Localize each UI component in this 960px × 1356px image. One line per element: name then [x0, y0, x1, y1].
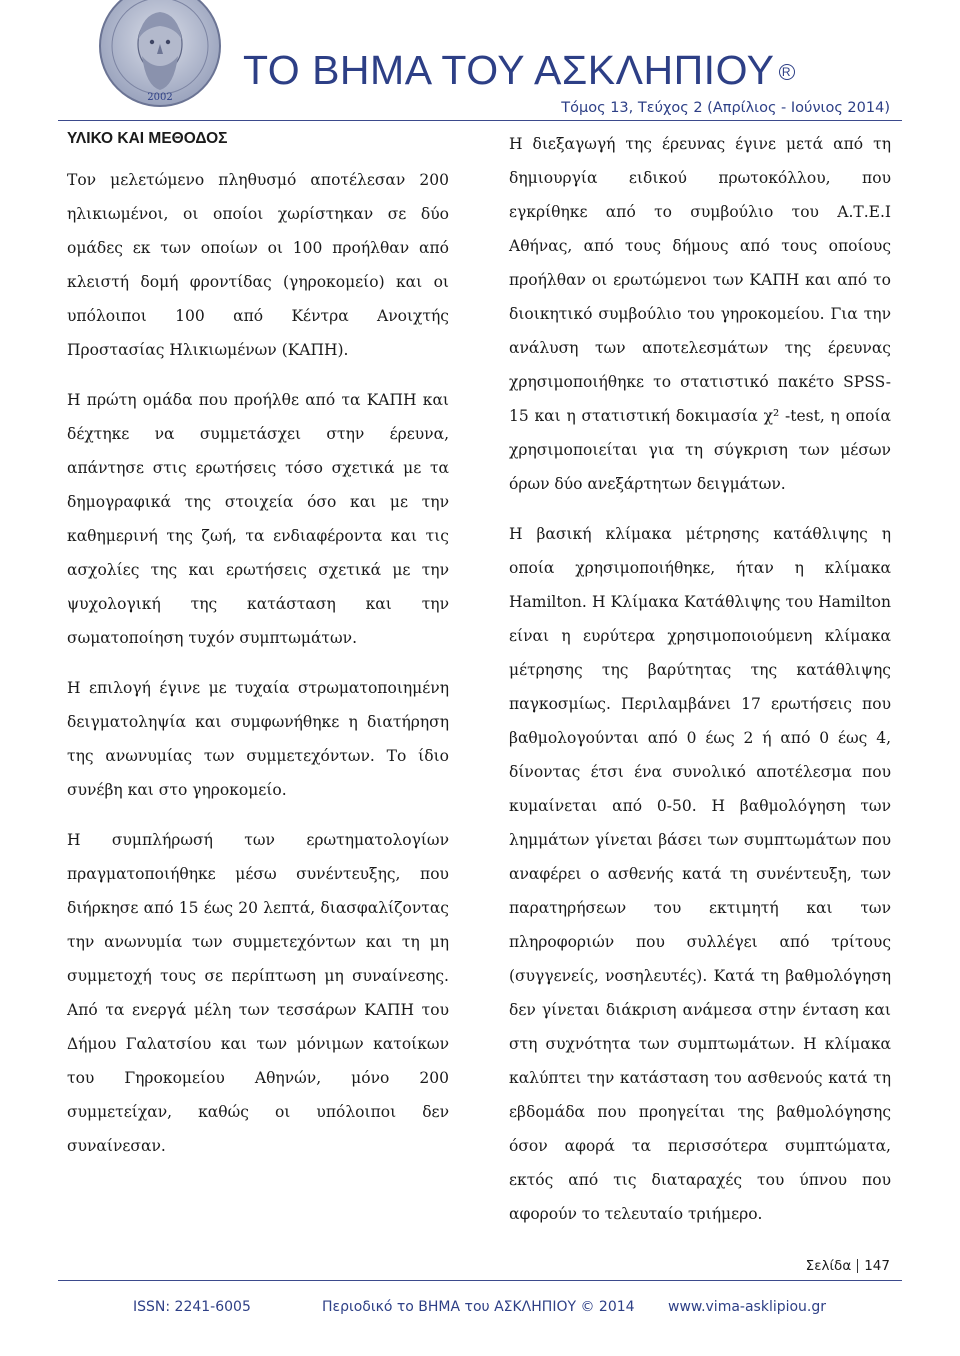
page-label: Σελίδα: [805, 1258, 852, 1274]
paragraph-sampling: Η επιλογή έγινε με τυχαία στρωματοποιημένη δειγματοληψία και συμφωνήθηκε η διατήρηση της ανωνυμίας των συμμετεχόντων. Το ίδιο συνέβη και στο γηροκομείο.: [67, 679, 449, 799]
paragraph-protocol: Η διεξαγωγή της έρευνας έγινε μετά από τη δημιουργία ειδικού πρωτοκόλλου, που εγκρίθηκε από το συμβούλιο του Α.Τ.Ε.Ι Αθήνας, από τους δήμους από τους οποίους προήλθαν οι ερωτώμενοι των ΚΑΠΗ και από το διοικητικό συμβούλιο του γηροκομείου. Για την ανάλυση των αποτελεσμάτων της έρευνας χρησιμοποιήθηκε το στατιστικό πακέτο SPSS-15 και η στατιστική δοκιμασία χ² -test, η οποία χρησιμοποιείται για τη σύγκριση των μέσων όρων δύο ανεξάρτητων δειγμάτων.: [509, 135, 891, 493]
journal-logo: [86, 0, 234, 110]
journal-title: [243, 47, 795, 93]
header-rule: [58, 120, 902, 121]
footer-issn: ISSN: 2241-6005: [133, 1299, 251, 1315]
paragraph-questionnaires: Η συμπλήρωσή των ερωτηματολογίων πραγματοποιήθηκε μέσω συνέντευξης, που διήρκησε από 15 έως 20 λεπτά, διασφαλίζοντας την ανωνυμία των συμμετεχόντων και τη μη συμμετοχή τους σε περίπτωση μη συναίνεσης. Από τα ενεργά μέλη των τεσσάρων ΚΑΠΗ του Δήμου Γαλατσίου και των μόνιμων κατοίκων του Γηροκομείου Αθηνών, μόνο 200 συμμετείχαν, καθώς οι υπόλοιποι δεν συναίνεσαν.: [67, 831, 449, 1155]
page-number: [806, 1258, 890, 1274]
issue-info: Τόμος 13, Τεύχος 2 (Απρίλιος - Ιούνιος 2014): [561, 100, 890, 116]
section-heading: ΥΛΙΚΟ ΚΑΙ ΜΕΘΟΔΟΣ: [67, 130, 228, 147]
paragraph-population: Τον μελετώμενο πληθυσμό αποτέλεσαν 200 ηλικιωμένοι, οι οποίοι χωρίστηκαν σε δύο ομάδες εκ των οποίων οι 100 προήλθαν από κλειστή δομή φροντίδας (γηροκομείο) και οι υπόλοιποι 100 από Κέντρα Ανοιχτής Προστασίας Ηλικιωμένων (ΚΑΠΗ).: [67, 171, 449, 359]
left-column: [67, 127, 449, 1163]
footer-journal: Περιοδικό το ΒΗΜΑ του ΑΣΚΛΗΠΙΟΥ © 2014: [322, 1299, 635, 1315]
page-number-value: 147: [864, 1258, 890, 1274]
logo-year: 2002: [147, 92, 173, 103]
page-footer: [0, 1297, 960, 1321]
footer-url[interactable]: www.vima-asklipiou.gr: [668, 1299, 827, 1315]
journal-title-text: ΤΟ ΒΗΜΑ ΤΟΥ ΑΣΚΛΗΠΙΟΥ: [243, 47, 775, 93]
paragraph-first-group: Η πρώτη ομάδα που προήλθε από τα ΚΑΠΗ και δέχτηκε να συμμετάσχει στην έρευνα, απάντησε στις ερωτήσεις τόσο σχετικά με τα δημογραφικά της στοιχεία όσο και με την καθημερινή της ζωή, τα ενδιαφέροντα και τις ασχολίες της και ερωτήσεις σχετικά με την ψυχολογική της κατάσταση και την σωματοποίηση τυχόν συμπτωμάτων.: [67, 391, 449, 647]
right-column: [509, 127, 891, 1231]
footer-rule: [58, 1280, 902, 1281]
page-divider: [857, 1259, 858, 1273]
paragraph-hamilton-scale: Η βασική κλίμακα μέτρησης κατάθλιψης η οποία χρησιμοποιήθηκε, ήταν η κλίμακα Hamilton. Η Κλίμακα Κατάθλιψης του Hamilton είναι η ευρύτερα χρησιμοποιούμενη κλίμακα μέτρησης της βαρύτητας της κατάθλιψης παγκοσμίως. Περιλαμβάνει 17 ερωτήσεις που βαθμολογούνται από 0 έως 2 ή από 0 έως 4, δίνοντας έτσι ένα συνολικό αποτέλεσμα που κυμαίνεται από 0-50. Η βαθμολόγηση των λημμάτων γίνεται βάσει των συμπτωμάτων που αναφέρει ο ασθενής κατά τη συνέντευξη, των παρατηρήσεων του εκτιμητή και των πληροφοριών που συλλέγει από τρίτους (συγγενείς, νοσηλευτές). Κατά τη βαθμολόγηση δεν γίνεται διάκριση ανάμεσα στην ένταση και στη συχνότητα των συμπτωμάτων. Η κλίμακα καλύπτει την κατάσταση του ασθενούς κατά τη εβδομάδα που προηγείται της βαθμολόγησης όσον αφορά τα περισσότερα συμπτώματα, εκτός από τις διαταραχές του ύπνου που αφορούν το τελευταίο τριήμερο.: [509, 525, 891, 1223]
registered-mark-icon: R: [779, 64, 795, 80]
